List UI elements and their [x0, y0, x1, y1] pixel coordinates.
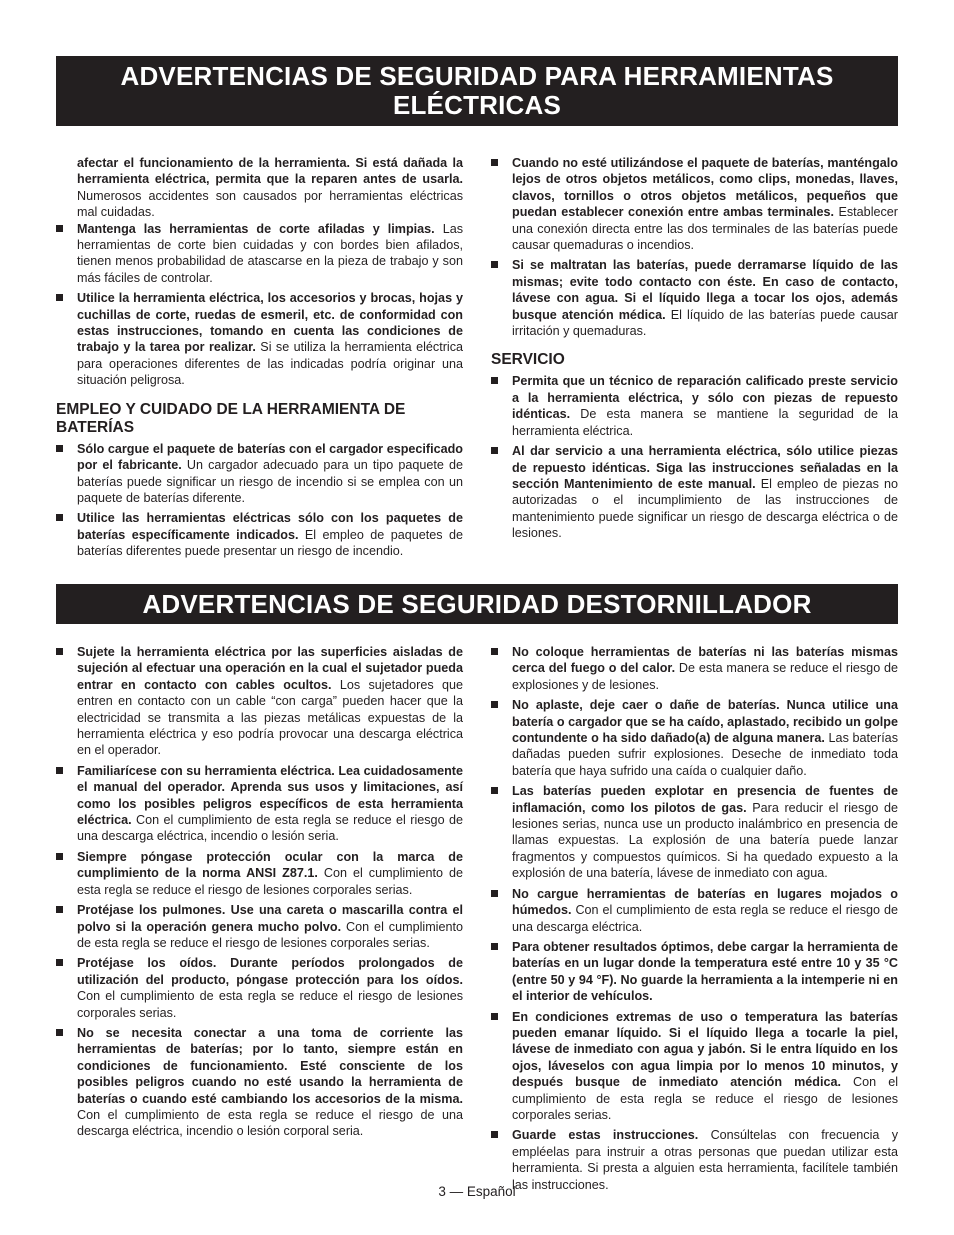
bullet-icon: [491, 701, 498, 708]
continued-paragraph: afectar el funcionamiento de la herramienta. Si está dañada la herramienta eléctrica, permita que la reparen antes de usarla. Numerosos accidentes son causados por herramientas eléctricas mal cuidadas.: [77, 156, 463, 220]
bullet-icon: [56, 445, 63, 452]
bullet-icon: [491, 447, 498, 454]
bullet-icon: [56, 514, 63, 521]
list-item: Guarde estas instrucciones. Consúltelas con frecuencia y empléelas para instruir a otras personas que puedan utilizar esta herramienta. Si presta a alguien esta herramienta, facilítele también las instrucciones.: [491, 1127, 898, 1193]
bullet-icon: [491, 1131, 498, 1138]
list-item: Utilice la herramienta eléctrica, los accesorios y brocas, hojas y cuchillas de corte, ruedas de esmeril, etc. de conformidad con estas instrucciones, tomando en cuenta las condiciones de trabajo y la tarea por realizar. Si se utiliza la herramienta eléctrica para operaciones diferentes de las indicadas podría originar una situación peligrosa.: [56, 290, 463, 388]
bullet-icon: [491, 890, 498, 897]
list-item: No aplaste, deje caer o dañe de baterías. Nunca utilice una batería o cargador que se ha caído, aplastado, recibido un golpe contundente o ha sido dañado(a) de alguna manera. Las baterías dañadas pueden sufrir explosiones. Deseche de inmediato toda batería que haya sufrido una caída o cualquier daño.: [491, 697, 898, 779]
list-item: No coloque herramientas de baterías ni las baterías mismas cerca del fuego o del calor. De esta manera se reduce el riesgo de explosiones y de lesiones.: [491, 644, 898, 693]
bullet-icon: [56, 767, 63, 774]
bullet-icon: [56, 959, 63, 966]
list-item: Protéjase los pulmones. Use una careta o mascarilla contra el polvo si la operación genera mucho polvo. Con el cumplimiento de esta regla se reduce el riesgo de lesiones corporales serias.: [56, 902, 463, 951]
list-item: Las baterías pueden explotar en presencia de fuentes de inflamación, como los pilotos de gas. Para reducir el riesgo de lesiones serias, nunca use un producto inalámbrico en presencia de llamas expuestas. La explosión de una batería puede lanzar fragmentos y compuestos químicos. Si ha quedado expuesto a la explosión de una batería, lávese de inmediato con agua.: [491, 783, 898, 881]
bullet-icon: [491, 261, 498, 268]
bullet-icon: [491, 648, 498, 655]
title-line: ADVERTENCIAS DE SEGURIDAD DESTORNILLADOR: [142, 589, 812, 619]
list-item: Protéjase los oídos. Durante períodos prolongados de utilización del producto, póngase protección para los oídos. Con el cumplimiento de esta regla se reduce el riesgo de lesiones corporales serias.: [56, 955, 463, 1021]
bullet-icon: [56, 648, 63, 655]
bullet-icon: [491, 159, 498, 166]
bullet-icon: [491, 1013, 498, 1020]
bullet-icon: [491, 943, 498, 950]
list-item: Sólo cargue el paquete de baterías con el cargador especificado por el fabricante. Un cargador adecuado para un tipo paquete de baterías puede significar un riesgo de incendio si se emplea con un paquete de baterías diferente.: [56, 441, 463, 507]
list-item: Al dar servicio a una herramienta eléctrica, sólo utilice piezas de repuesto idénticas. Siga las instrucciones señaladas en la sección Mantenimiento de este manual. El empleo de piezas no autorizadas o el incumplimiento de las instrucciones de mantenimiento puede significar un riesgo de descarga eléctrica o de lesiones.: [491, 443, 898, 541]
list-item: Sujete la herramienta eléctrica por las superficies aisladas de sujeción al efectuar una operación en la cual el sujetador pueda entrar en contacto con cables ocultos. Los sujetadores que entren en contacto con un cable “con carga” pueden hacer que la electricidad se transmita a las piezas metálicas expuestas de la herramienta eléctrica y eso podría provocar una descarga eléctrica en el operador.: [56, 644, 463, 759]
title-line-1: ADVERTENCIAS DE SEGURIDAD PARA HERRAMIENTAS: [120, 61, 834, 91]
bullet-icon: [56, 853, 63, 860]
bullet-icon: [491, 377, 498, 384]
list-item: Siempre póngase protección ocular con la marca de cumplimiento de la norma ANSI Z87.1. Con el cumplimiento de esta regla se reduce el riesgo de lesiones corporales serias.: [56, 849, 463, 898]
bullet-icon: [56, 906, 63, 913]
list-item: No se necesita conectar a una toma de corriente las herramientas de baterías; por lo tanto, siempre están en condiciones de funcionamiento. Esté consciente de los posibles peligros cuando no esté usando la herramienta de baterías o cuando esté cambiando los accesorios de la misma. Con el cumplimiento de esta regla se reduce el riesgo de una descarga eléctrica, incendio o lesión corporal seria.: [56, 1025, 463, 1140]
section1-left-column: [56, 155, 463, 564]
bullet-icon: [56, 225, 63, 232]
list-item: Cuando no esté utilizándose el paquete de baterías, manténgalo lejos de otros objetos metálicos, como clips, monedas, llaves, clavos, tornillos o otros objetos metálicos, pequeños que puedan establecer conexión entre ambas terminales. Establecer una conexión directa entre las dos terminales de las baterías puede causar quemaduras o incendios.: [491, 155, 898, 253]
list-item: Utilice las herramientas eléctricas sólo con los paquetes de baterías específicamente indicados. El empleo de paquetes de baterías diferentes puede presentar un riesgo de incendio.: [56, 510, 463, 559]
bullet-icon: [491, 787, 498, 794]
title-line-2: ELÉCTRICAS: [392, 90, 562, 120]
bullet-icon: [56, 294, 63, 301]
list-item: Familiarícese con su herramienta eléctrica. Lea cuidadosamente el manual del operador. Aprenda sus usos y limitaciones, así como los posibles peligros específicos de esta herramienta eléctrica. Con el cumplimiento de esta regla se reduce el riesgo de una descarga eléctrica, incendio o lesión seria.: [56, 763, 463, 845]
bullet-icon: [56, 1029, 63, 1036]
section2-right-column: [491, 644, 898, 1197]
list-item: Para obtener resultados óptimos, debe cargar la herramienta de baterías en un lugar donde la temperatura esté entre 10 y 35 °C (entre 50 y 94 °F). No guarde la herramienta a la intemperie ni en el interior de vehículos.: [491, 939, 898, 1005]
list-item: En condiciones extremas de uso o temperatura las baterías pueden emanar líquido. Si el líquido llega a tocarle la piel, lávese de inmediato con agua y jabón. Si le entra líquido en los ojos, láveselos con agua limpia por lo menos 10 minutos, y después busque de inmediato atención médica. Con el cumplimiento de esta regla se reduce el riesgo de lesiones corporales serias.: [491, 1009, 898, 1124]
page-footer: 3 — Español: [438, 1184, 516, 1199]
section2-left-column: [56, 644, 463, 1144]
section-title-power-tools: [56, 56, 898, 126]
section-title-screwdriver: [56, 584, 898, 624]
section1-right-column: [491, 155, 898, 546]
list-item: Permita que un técnico de reparación calificado preste servicio a la herramienta eléctrica, y sólo con piezas de repuesto idénticas. De esta manera se mantiene la seguridad de la herramienta eléctrica.: [491, 373, 898, 439]
list-item: No cargue herramientas de baterías en lugares mojados o húmedos. Con el cumplimiento de esta regla se reduce el riesgo de una descarga eléctrica.: [491, 886, 898, 935]
subheading-service: SERVICIO: [491, 351, 565, 369]
list-item: Mantenga las herramientas de corte afiladas y limpias. Las herramientas de corte bien cuidadas y con bordes bien afilados, tienen menos probabilidad de atascarse en la pieza de trabajo y son más fáciles de controlar.: [56, 221, 463, 287]
list-item: Si se maltratan las baterías, puede derramarse líquido de las mismas; evite todo contacto con éste. En caso de contacto, lávese con agua. Si el líquido llega a tocar los ojos, además busque atención médica. El líquido de las baterías puede causar irritación y quemaduras.: [491, 257, 898, 339]
subheading-battery-care: EMPLEO Y CUIDADO DE LA HERRAMIENTA DE BATERÍAS: [56, 400, 406, 436]
